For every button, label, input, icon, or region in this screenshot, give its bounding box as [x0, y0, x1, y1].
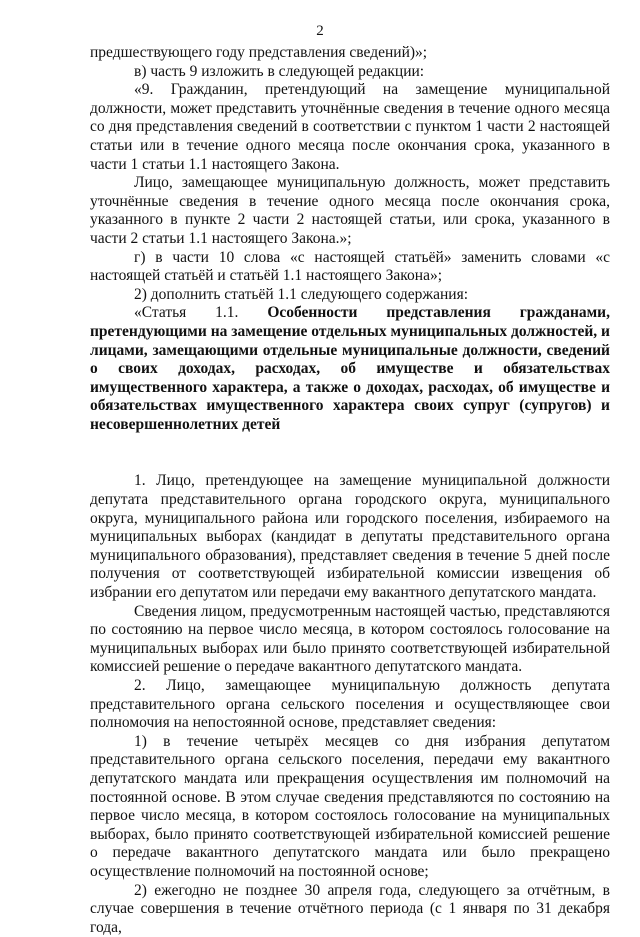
paragraph: Сведения лицом, предусмотренным настоящей частью, представляются по состоянию на первое число месяца, в котором состоялось голосование на муниципальных выборах или было принято соответствующей избирательной комиссией решение о передаче вакантного депутатского мандата. — [90, 602, 610, 676]
paragraph: Лицо, замещающее муниципальную должность, может представить уточнённые сведения в течение одного месяца после окончания срока, указанного в пункте 2 части 2 настоящей статьи, или срока, указанного в части 2 статьи 1.1 настоящего Закона.»; — [90, 174, 610, 247]
paragraph: в) часть 9 изложить в следующей редакции: — [134, 62, 425, 80]
article-heading — [90, 304, 610, 434]
paragraph: 2) дополнить статьёй 1.1 следующего содержания: — [134, 285, 468, 303]
paragraph: предшествующего году представления сведений)»; — [90, 44, 428, 61]
section-spacer — [90, 434, 610, 472]
page-number: 2 — [316, 23, 324, 39]
paragraph: г) в части 10 слова «с настоящей статьёй» заменить словами «с настоящей статьёй и статьёй 1.1 настоящего Закона»; — [90, 248, 610, 285]
article-number: «Статья 1.1. — [134, 304, 268, 322]
article-title: Особенности представления гражданами, претендующими на замещение отдельных муниципальных должностей, и лицами, замещающими отдельные муниципальные должности, сведений о своих доходах, расходах, об имуществе и обязательствах имущественного характера, а также о доходах, расходах, об имуществе и обязательствах имущественного характера своих супруг (супругов) и несовершеннолетних детей — [90, 304, 610, 433]
paragraph: «9. Гражданин, претендующий на замещение муниципальной должности, может представить уточнённые сведения в течение одного месяца со дня представления сведений в соответствии с пунктом 1 части 2 настоящей статьи или в течение одного месяца после окончания срока, указанного в части 1 статьи 1.1 настоящего Закона. — [90, 81, 610, 173]
document-body — [90, 44, 610, 937]
paragraph: 2. Лицо, замещающее муниципальную должность депутата представительного органа сельского поселения и осуществляющее свои полномочия на непостоянной основе, представляет сведения: — [90, 677, 610, 732]
paragraph: 2) ежегодно не позднее 30 апреля года, следующего за отчётным, в случае совершения в течение отчётного периода (с 1 января по 31 декабря года, — [90, 881, 610, 936]
paragraph: 1. Лицо, претендующее на замещение муниципальной должности депутата представительного органа городского округа, муниципального округа, муниципального района или городского поселения, избираемого на муниципальных выборах (кандидат в депутаты представительного органа муниципального образования), представляет сведения в течение 5 дней после получения от соответствующей избирательной комиссии извещения об избрании его депутатом или передачи ему вакантного депутатского мандата. — [90, 472, 610, 602]
paragraph: 1) в течение четырёх месяцев со дня избрания депутатом представительного органа сельского поселения, передачи ему вакантного депутатского мандата или прекращения осуществления им полномочий на постоянной основе. В этом случае сведения представляются по состоянию на первое число месяца, в котором состоялось голосование на муниципальных выборах, было принято соответствующей избирательной комиссией решение о передаче вакантного депутатского мандата или было прекращено осуществление полномочий на постоянной основе; — [90, 732, 610, 880]
